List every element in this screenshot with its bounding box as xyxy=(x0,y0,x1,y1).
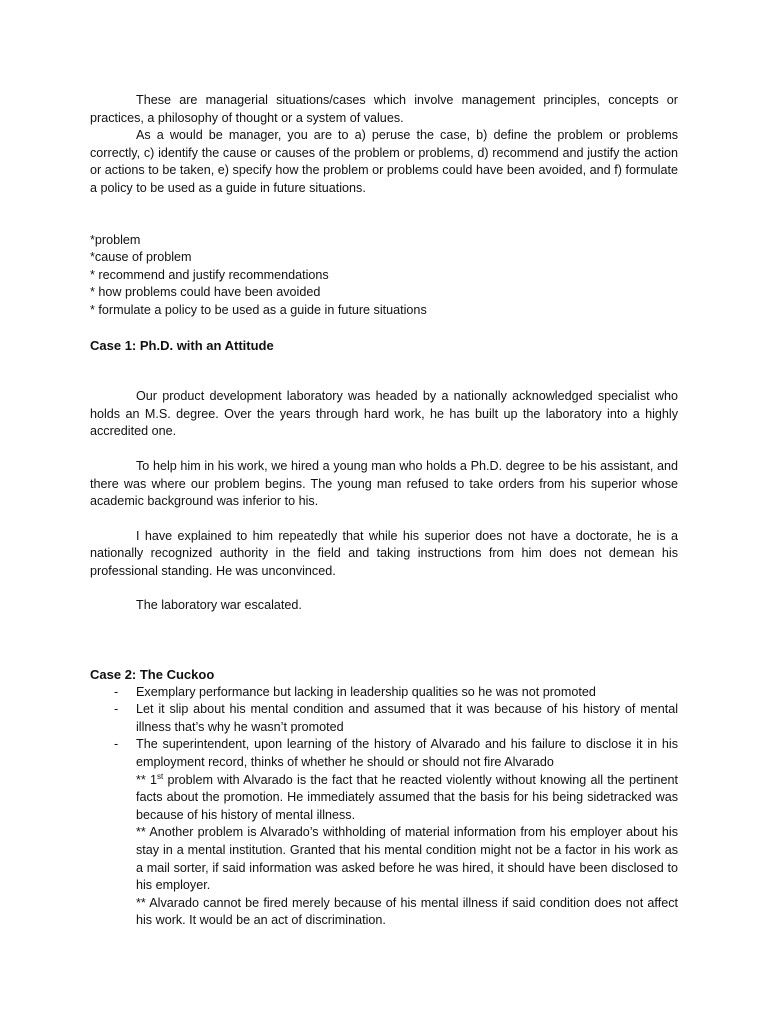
case-1-paragraph: To help him in his work, we hired a young man who holds a Ph.D. degree to be his assistant, and there was where our problem begins. The young man refused to take orders from his superior whose academic background was inferior to his. xyxy=(90,458,678,509)
case-1-paragraph: I have explained to him repeatedly that while his superior does not have a doctorate, he is a nationally recognized authority in the field and taking instructions from him does not demean his professional standing. He was unconvinced. xyxy=(90,528,678,578)
case-2-note-3: ** Alvarado cannot be fired merely because of his mental illness if said condition does not affect his work. It would be an act of discrimination. xyxy=(136,895,678,928)
spacer xyxy=(90,615,678,649)
case-1-paragraph: The laboratory war escalated. xyxy=(136,598,302,613)
outline-list xyxy=(90,232,678,320)
intro-paragraph-1: These are managerial situations/cases which involve management principles, concepts or practices, a philosophy of thought or a system of values. xyxy=(90,93,678,125)
case-2-note-1 xyxy=(90,772,678,825)
note-1-superscript: st xyxy=(157,771,164,781)
spacer xyxy=(90,320,678,337)
spacer xyxy=(90,580,678,597)
case-2-bullet-text: The superintendent, upon learning of the history of Alvarado and his failure to disclose it in his employment record, thinks of whether he should or should not fire Alvarado xyxy=(136,737,678,770)
spacer xyxy=(90,649,678,666)
case-1-title: Case 1: Ph.D. with an Attitude xyxy=(90,337,274,353)
outline-item: *problem xyxy=(90,232,141,247)
outline-item: *cause of problem xyxy=(90,250,192,265)
spacer xyxy=(90,354,678,388)
note-1-prefix: ** 1 xyxy=(136,772,158,787)
spacer xyxy=(90,198,678,232)
outline-item: * formulate a policy to be used as a guide in future situations xyxy=(90,302,427,317)
case-2-bullet xyxy=(90,736,678,771)
document-page xyxy=(90,92,678,930)
spacer xyxy=(90,511,678,528)
outline-item: * recommend and justify recommendations xyxy=(90,267,329,282)
dash-marker: - xyxy=(114,684,119,699)
spacer xyxy=(90,441,678,458)
note-1-text: problem with Alvarado is the fact that he reacted violently without knowing all the pertinent facts about the promotion. He immediately assumed that the basis for his being sidetracked was because of his history of mental illness. xyxy=(136,772,678,822)
case-2-bullet-text: Exemplary performance but lacking in leadership qualities so he was not promoted xyxy=(136,684,596,699)
case-2-bullet-list xyxy=(90,684,678,772)
case-2-bullet xyxy=(90,684,678,702)
case-2-note-2: ** Another problem is Alvarado’s withholding of material information from his employer about his stay in a mental institution. Granted that his mental condition might not be a factor in his work as a mail sorter, if said information was asked before he was hired, it should have been disclosed to his employer. xyxy=(136,825,678,893)
outline-item: * how problems could have been avoided xyxy=(90,285,321,300)
intro-paragraph-2: As a would be manager, you are to a) peruse the case, b) define the problem or problems correctly, c) identify the cause or causes of the problem or problems, d) recommend and justify the action or actions to be taken, e) specify how the problem or problems could have been avoided, and f) formulate a policy to be used as a guide in future situations. xyxy=(90,128,678,195)
dash-marker: - xyxy=(114,737,119,752)
case-1-paragraph: Our product development laboratory was headed by a nationally acknowledged specialist who holds an M.S. degree. Over the years through hard work, he has built up the laboratory into a highly accredited one. xyxy=(90,389,678,439)
case-2-title: Case 2: The Cuckoo xyxy=(90,667,215,683)
dash-marker: - xyxy=(114,702,119,717)
case-2-bullet xyxy=(90,701,678,736)
case-2-bullet-text: Let it slip about his mental condition and assumed that it was because of his history of mental illness that’s why he wasn’t promoted xyxy=(136,702,678,734)
